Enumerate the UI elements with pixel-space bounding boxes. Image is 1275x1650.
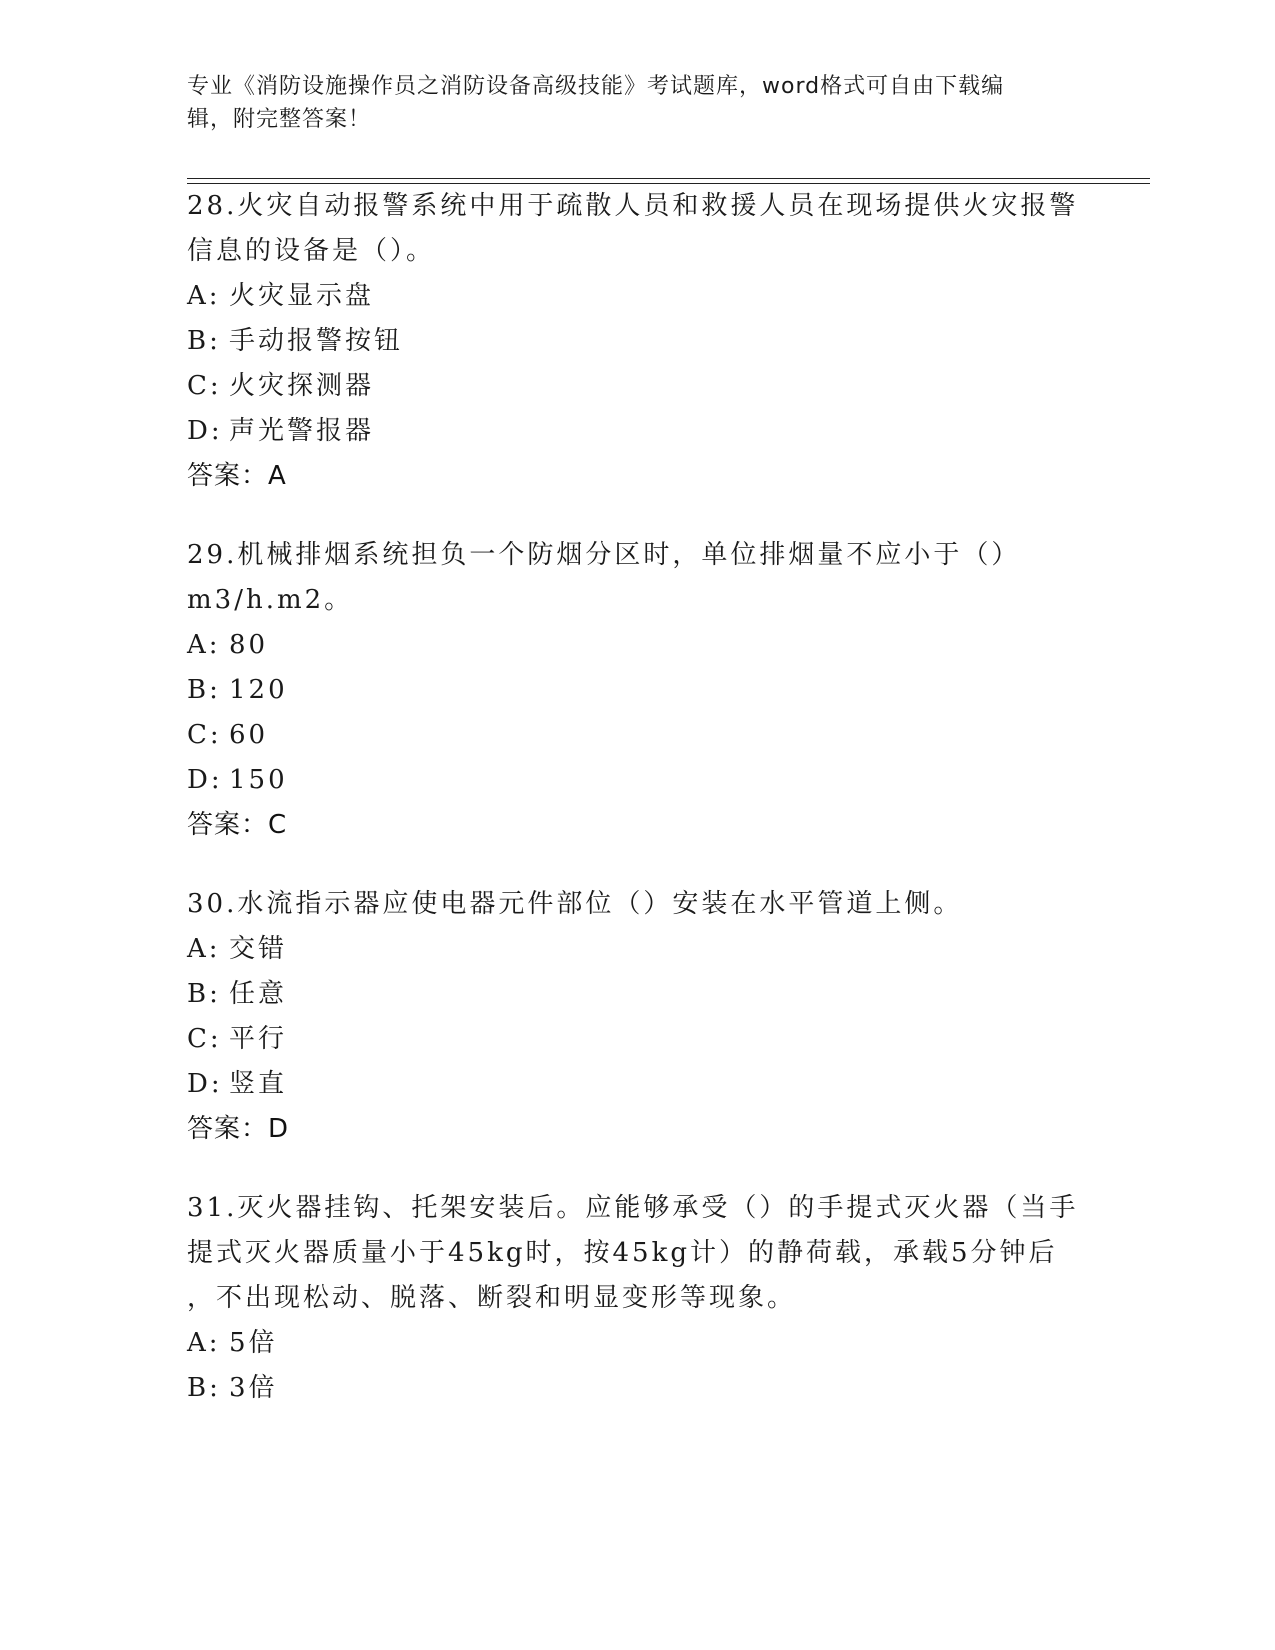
- option-text: 火灾探测器: [229, 371, 375, 401]
- option-text: 交错: [229, 934, 288, 964]
- option-key: C:: [187, 1024, 222, 1054]
- option-text: 80: [229, 630, 269, 660]
- option-a: [187, 623, 1087, 668]
- option-text: 任意: [229, 979, 288, 1009]
- option-key: A:: [187, 1328, 221, 1358]
- option-b: [187, 1366, 1087, 1411]
- option-d: [187, 1062, 1087, 1107]
- option-text: 3倍: [229, 1373, 278, 1403]
- option-text: 竖直: [229, 1069, 288, 1099]
- stem-line: 28.火灾自动报警系统中用于疏散人员和救援人员在现场提供火灾报警: [187, 191, 1079, 221]
- stem-line: ，不出现松动、脱落、断裂和明显变形等现象。: [187, 1283, 797, 1313]
- option-key: C:: [187, 720, 222, 750]
- stem-line: m3/h.m2。: [187, 585, 354, 615]
- question-stem: [187, 1186, 1087, 1321]
- option-key: C:: [187, 371, 222, 401]
- option-key: D:: [187, 1069, 223, 1099]
- question-30: [187, 882, 1087, 1152]
- option-text: 平行: [229, 1024, 288, 1054]
- option-d: [187, 758, 1087, 803]
- option-key: D:: [187, 765, 223, 795]
- answer-line: 答案：D: [187, 1114, 290, 1144]
- option-key: B:: [187, 1373, 221, 1403]
- stem-line: 提式灭火器质量小于45kg时，按45kg计）的静荷载，承载5分钟后: [187, 1238, 1058, 1268]
- option-c: [187, 713, 1087, 758]
- question-stem: [187, 882, 1087, 927]
- stem-line: 29.机械排烟系统担负一个防烟分区时，单位排烟量不应小于（）: [187, 540, 1021, 570]
- option-text: 手动报警按钮: [229, 326, 404, 356]
- answer-line: 答案：C: [187, 810, 288, 840]
- option-key: A:: [187, 281, 221, 311]
- question-28: [187, 184, 1087, 499]
- option-key: D:: [187, 416, 223, 446]
- option-text: 5倍: [229, 1328, 278, 1358]
- option-b: [187, 319, 1087, 364]
- stem-line: 31.灭火器挂钩、托架安装后。应能够承受（）的手提式灭火器（当手: [187, 1193, 1079, 1223]
- option-key: A:: [187, 934, 221, 964]
- option-text: 火灾显示盘: [229, 281, 375, 311]
- option-key: B:: [187, 675, 221, 705]
- answer-line: 答案：A: [187, 461, 287, 491]
- option-c: [187, 364, 1087, 409]
- stem-line: 30.水流指示器应使电器元件部位（）安装在水平管道上侧。: [187, 889, 963, 919]
- header-divider-top: [187, 178, 1150, 179]
- option-text: 150: [229, 765, 288, 795]
- option-key: B:: [187, 326, 221, 356]
- option-key: A:: [187, 630, 221, 660]
- option-text: 120: [229, 675, 288, 705]
- question-31: [187, 1186, 1087, 1411]
- question-stem: [187, 533, 1087, 623]
- option-text: 声光警报器: [229, 416, 375, 446]
- option-a: [187, 927, 1087, 972]
- question-29: [187, 533, 1087, 848]
- option-text: 60: [229, 720, 269, 750]
- document-header: [187, 70, 1067, 136]
- option-c: [187, 1017, 1087, 1062]
- header-line-2: 辑，附完整答案！: [187, 107, 372, 132]
- option-d: [187, 409, 1087, 454]
- option-a: [187, 274, 1087, 319]
- stem-line: 信息的设备是（）。: [187, 236, 436, 266]
- question-stem: [187, 184, 1087, 274]
- option-b: [187, 668, 1087, 713]
- option-a: [187, 1321, 1087, 1366]
- option-key: B:: [187, 979, 221, 1009]
- option-b: [187, 972, 1087, 1017]
- header-line-1: 专业《消防设施操作员之消防设备高级技能》考试题库，word格式可自由下载编: [187, 74, 1005, 99]
